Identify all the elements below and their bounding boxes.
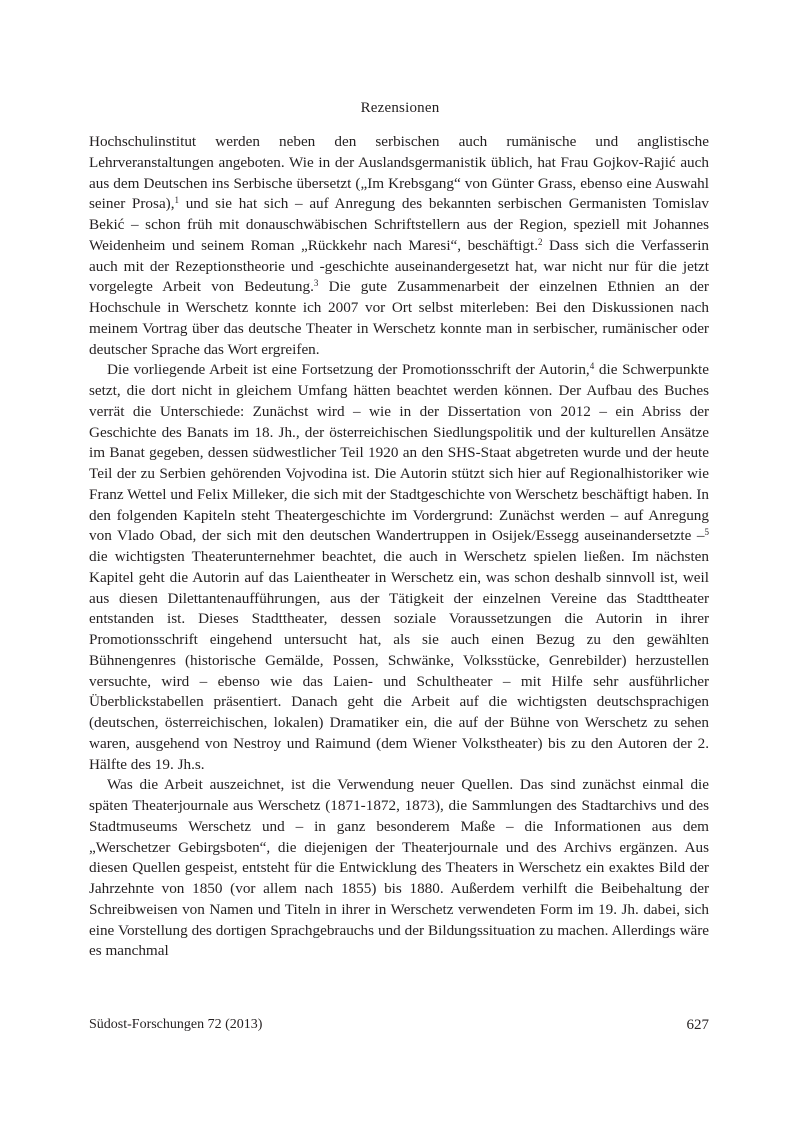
- paragraph-3: [89, 775, 709, 962]
- footnote-ref: 5: [704, 527, 709, 538]
- text-segment: Die gute Zusammenarbeit der einzelnen Ethnien an der Hochschule in Werschetz konnte ich 2007 vor Ort selbst miterleben: Bei den Diskussionen nach meinem Vortrag über das deutsche Theater in Werschetz konnte man in serbischer, rumänischer oder deutscher Sprache das Wort ergreifen.: [89, 278, 709, 358]
- paragraph-2: [89, 360, 709, 775]
- review-body-text: [89, 132, 709, 962]
- page-number: 627: [686, 1017, 709, 1033]
- text-segment: und sie hat sich – auf Anregung des bekannten serbischen Germanisten Tomislav Bekić – schon früh mit donauschwäbischen Schriftstellern aus der Region, speziell mit Johannes Weidenheim und seinem Roman „Rückkehr nach Maresi“, beschäftigt.: [89, 195, 709, 254]
- journal-footer: Südost-Forschungen 72 (2013): [89, 1017, 263, 1032]
- text-segment: die wichtigsten Theaterunternehmer beachtet, die auch in Werschetz spielen ließen. Im nächsten Kapitel geht die Autorin auf das Laientheater in Werschetz ein, was schon deshalb sinnvoll ist, weil aus diesen Dilettantenaufführungen, aus der Tätigkeit der einzelnen Vereine das Stadttheater entstanden ist. Dieses Stadttheater, dessen soziale Voraussetzungen die Autorin in ihrer Promotionsschrift eingehend untersucht hat, als sie auch einen Bezug zu den gewählten Bühnengenres (historische Gemälde, Possen, Schwänke, Volksstücke, Genrebilder) herzustellen versuchte, wird – ebenso wie das Laien- und Schultheater – mit Hilfe sehr ausführlicher Überblickstabellen präsentiert. Danach geht die Arbeit auf die wichtigsten deutschsprachigen (deutschen, österreichischen, lokalen) Dramatiker ein, die auf der Bühne von Werschetz zu sehen waren, ausgehend von Nestroy und Raimund (dem Wiener Volkstheater) bis zu den Autoren der 2. Hälfte des 19. Jh.s.: [89, 548, 709, 773]
- footnote-ref: 3: [313, 278, 319, 289]
- footnote-ref: 4: [589, 361, 595, 372]
- text-segment: Hochschulinstitut werden neben den serbischen auch rumänische und anglistische Lehrveranstaltungen angeboten. Wie in der Auslandsgermanistik üblich, hat Frau Gojkov-Rajić auch aus dem Deutschen ins Serbische übersetzt („Im Krebsgang“ von Günter Grass, ebenso eine Auswahl seiner Prosa),: [89, 133, 709, 213]
- running-head: Rezensionen: [360, 100, 440, 116]
- text-segment: Die vorliegende Arbeit ist eine Fortsetzung der Promotionsschrift der Autorin,: [107, 361, 590, 379]
- text-segment: Dass sich die Verfasserin auch mit der Rezeptionstheorie und -geschichte auseinandergesetzt hat, war nicht nur für die jetzt vorgelegte Arbeit von Bedeutung.: [89, 236, 710, 296]
- text-segment: Was die Arbeit auszeichnet, ist die Verwendung neuer Quellen. Das sind zunächst einmal die späten Theaterjournale aus Werschetz (1871-1872, 1873), die Sammlungen des Stadtarchivs und des Stadtmuseums Werschetz und – in ganz besonderem Maße – die Informationen aus dem „Werschetzer Gebirgsboten“, die diejenigen der Theaterjournale und des Archivs ergänzen. Aus diesen Quellen gespeist, entsteht für die Entwicklung des Theaters in Werschetz ein exaktes Bild der Jahrzehnte von 1850 (vor allem nach 1855) bis 1880. Außerdem verhilft die Beibehaltung der Schreibweisen von Namen und Titeln in ihrer in Werschetz verwendeten Form im 19. Jh. dabei, sich eine Vorstellung des dortigen Sprachgebrauchs und der Bildungssituation zu machen. Allerdings wäre es manchmal: [89, 776, 709, 960]
- footnote-ref: 2: [538, 236, 543, 247]
- footnote-ref: 1: [174, 195, 180, 206]
- text-segment: die Schwerpunkte setzt, die dort nicht in gleichem Umfang hätten beachtet werden können. Der Aufbau des Buches verrät die Unterschiede: Zunächst wird – wie in der Dissertation von 2012 – ein Abriss der Geschichte des Banats im 18. Jh., der österreichischen Siedlungspolitik und der kulturellen Ansätze im Banat gegeben, dessen südwestlicher Teil 1920 an den SHS-Staat abgetreten wurde und der heute Teil der zu Serbien gehörenden Vojvodina ist. Die Autorin stützt sich hier auf Regionalhistoriker wie Franz Wettel und Felix Milleker, die sich mit der Stadtgeschichte von Werschetz beschäftigt haben. In den folgenden Kapiteln steht Theatergeschichte im Vordergrund: Zunächst werden – auf Anregung von Vlado Obad, der sich mit den deutschen Wandertruppen in Osijek/Essegg auseinandersetzte –: [89, 361, 709, 545]
- paragraph-1: [89, 132, 709, 360]
